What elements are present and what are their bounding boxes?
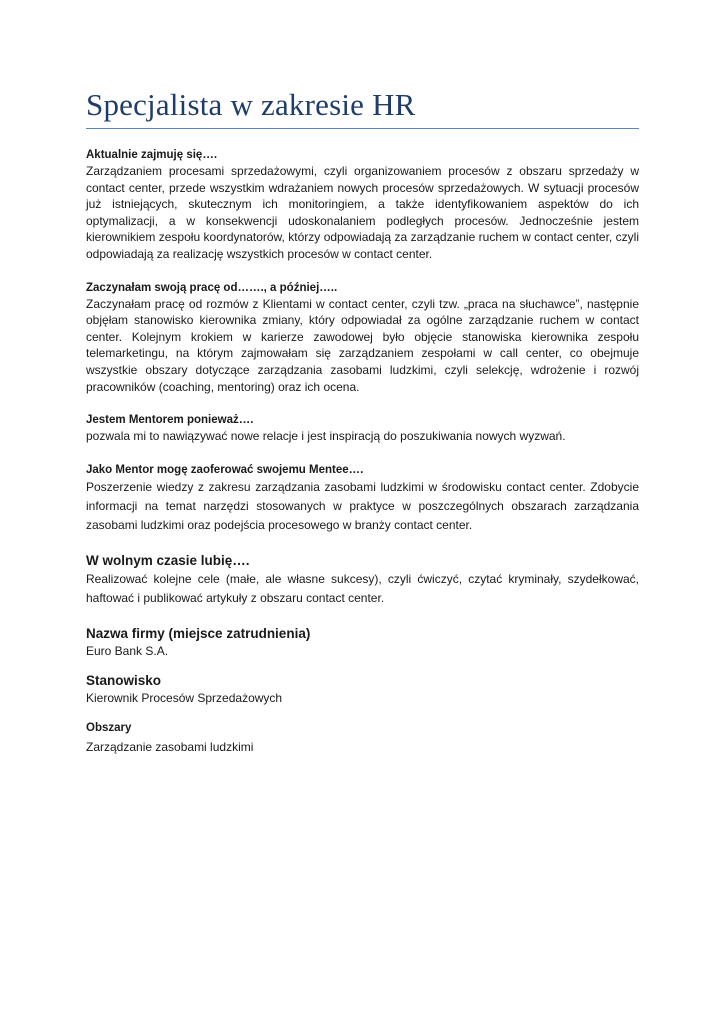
section-text: Poszerzenie wiedzy z zakresu zarządzania zasobami ludzkimi w środowisku contact center. Zdobycie informacji na temat narzędzi stosowanych w praktyce w poszczególnych obszarach zarządzania zasobami ludzkimi oraz podejścia procesowego w branży contact center.: [86, 479, 639, 532]
document-page: [86, 86, 639, 773]
section-heading: Jestem Mentorem ponieważ….: [86, 414, 254, 427]
section-position: [86, 672, 639, 707]
document-title: Specjalista w zakresie HR: [86, 87, 416, 122]
section-free-time: [86, 552, 639, 608]
section-heading: Nazwa firmy (miejsce zatrudnienia): [86, 625, 311, 641]
section-text: Zarządzaniem procesami sprzedażowymi, czyli organizowaniem procesów z obszaru sprzedaży w contact center, przede wszystkim wdrażaniem nowych procesów sprzedażowych. W sytuacji procesów już istniejących, skutecznym ich monitoringiem, a także identyfikowaniem aspektów do ich optymalizacji, a w konsekwencji udoskonalaniem podległych procesów. Jednocześnie jestem kierownikiem zespołu koordynatorów, którzy odpowiadają za zarządzanie ruchem w contact center, czyli odpowiadają za realizację wszystkich procesów w contact center.: [86, 164, 639, 261]
section-text: Zaczynałam pracę od rozmów z Klientami w contact center, czyli tzw. „praca na słuchawce”, następnie objęłam stanowisko kierownika zmiany, który odpowiadał za ogólne zarządzanie ruchem w contact center. Kolejnym krokiem w karierze zawodowej było objęcie stanowiska kierownika zespołu telemarketingu, na którym zajmowałam się zarządzaniem zespołami w call center, co obejmuje wszystkie obszary dotyczące zarządzania zasobami ludzkimi, czyli selekcję, wdrożenie i rozwój pracowników (coaching, mentoring) oraz ich ocena.: [86, 296, 639, 394]
section-text: Kierownik Procesów Sprzedażowych: [86, 691, 283, 706]
section-heading: W wolnym czasie lubię….: [86, 552, 250, 568]
section-heading: Jako Mentor mogę zaoferować swojemu Mentee….: [86, 463, 364, 476]
section-heading: Obszary: [86, 721, 132, 734]
section-mentor-offer: [86, 462, 639, 535]
section-areas: [86, 720, 639, 756]
section-why-mentor: [86, 412, 639, 445]
section-text: Euro Bank S.A.: [86, 643, 169, 658]
section-company: [86, 625, 639, 660]
section-text: Zarządzanie zasobami ludzkimi: [86, 739, 254, 754]
section-career-start: [86, 280, 639, 396]
section-current-role: [86, 147, 639, 263]
section-heading: Aktualnie zajmuję się….: [86, 149, 218, 161]
title-divider: [86, 128, 639, 129]
section-text: Realizować kolejne cele (małe, ale własne sukcesy), czyli ćwiczyć, czytać kryminały, szydełkować, haftować i publikować artykuły z obszaru contact center.: [86, 571, 639, 605]
section-heading: Zaczynałam swoją pracę od……., a później…..: [86, 281, 338, 294]
section-heading: Stanowisko: [86, 673, 162, 689]
section-text: pozwala mi to nawiązywać nowe relacje i jest inspiracją do poszukiwania nowych wyzwań.: [86, 429, 566, 444]
